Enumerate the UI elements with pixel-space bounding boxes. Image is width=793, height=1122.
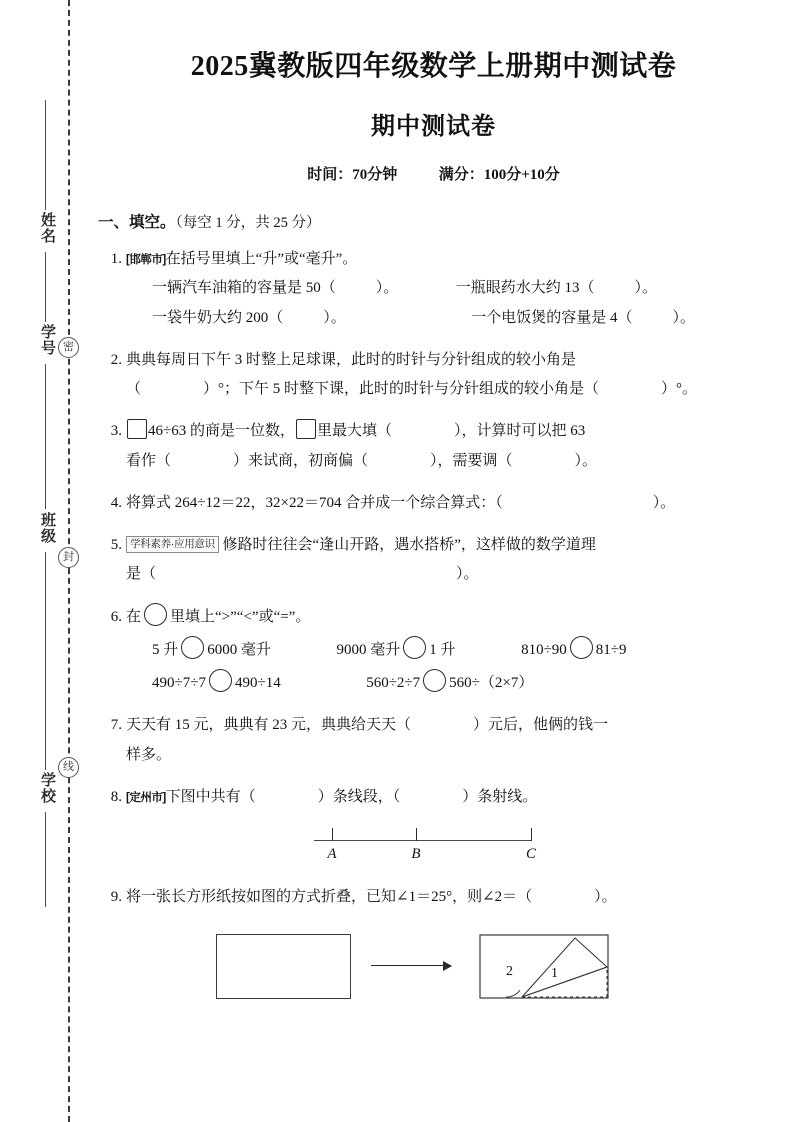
skill-tag-applied-awareness: 学科素养·应用意识 bbox=[126, 536, 219, 553]
question-8 bbox=[96, 783, 771, 812]
question-5-number: 5. bbox=[110, 537, 122, 553]
q6-compare-1 bbox=[152, 636, 271, 665]
sidebar-label-name: 姓名 bbox=[39, 212, 56, 244]
sidebar-label-school: 学校 bbox=[39, 772, 56, 804]
q1-item-c-text: 一袋牛奶大约 200（ bbox=[152, 309, 284, 326]
question-9-line-1 bbox=[126, 883, 771, 912]
question-5-line-1 bbox=[126, 531, 771, 560]
question-9-folding-figure bbox=[96, 926, 771, 1018]
q4-end: ）。 bbox=[652, 494, 676, 511]
q6-circle-1[interactable] bbox=[181, 636, 204, 659]
question-2-number: 2. bbox=[110, 351, 122, 368]
question-4-line-1 bbox=[126, 489, 771, 518]
q6-compare-2 bbox=[337, 636, 456, 665]
question-3 bbox=[96, 417, 771, 476]
q1-item-d-text: 一个电饭煲的容量是 4（ bbox=[471, 309, 633, 326]
question-1-row-b bbox=[126, 304, 771, 333]
q3-l2-open: 看作（ bbox=[126, 452, 172, 469]
q6-c4-left: 490÷7÷7 bbox=[152, 675, 206, 691]
q6-circle-2[interactable] bbox=[403, 636, 426, 659]
q5-l2-end: ）。 bbox=[456, 566, 479, 583]
q6-c4-right: 490÷14 bbox=[234, 675, 281, 691]
sidebar-label-class: 班级 bbox=[39, 512, 56, 544]
exam-score-label: 满分：100分+10分 bbox=[438, 167, 560, 183]
question-3-line-2 bbox=[126, 447, 771, 476]
q1-item-d-end: ）。 bbox=[672, 309, 696, 326]
region-tag-handan: [邯郸市] bbox=[126, 254, 166, 266]
q3-l2-mid1: ）来试商，初商偏（ bbox=[233, 452, 369, 469]
region-tag-dingzhou: [定州市] bbox=[126, 791, 166, 804]
question-4 bbox=[96, 489, 771, 518]
q2-line2-end: ）°。 bbox=[661, 381, 698, 397]
question-6-row-1 bbox=[126, 636, 771, 665]
sidebar-rule-3 bbox=[45, 364, 46, 509]
q6-circle-5[interactable] bbox=[423, 669, 446, 692]
q1-item-a-text: 一辆汽车油箱的容量是 50（ bbox=[152, 280, 336, 297]
sidebar-rule-1 bbox=[45, 100, 46, 210]
sidebar-label-student-id: 学号 bbox=[39, 324, 56, 356]
segment-tick-c bbox=[531, 828, 532, 841]
q3-box-blank-2[interactable] bbox=[296, 419, 316, 439]
q6-c5-left: 560÷2÷7 bbox=[366, 675, 421, 691]
q6-compare-3 bbox=[521, 636, 626, 665]
question-8-line-figure bbox=[96, 818, 771, 870]
paper-rectangle-after-fold bbox=[479, 934, 609, 999]
question-4-number: 4. bbox=[110, 494, 122, 511]
question-7 bbox=[96, 711, 771, 770]
q6-stem-a: 在 bbox=[126, 608, 142, 625]
segment-label-b: B bbox=[411, 846, 421, 862]
q3-l2-end: ）。 bbox=[574, 452, 598, 469]
q8-text-c: ）条射线。 bbox=[462, 788, 538, 805]
q1-item-c-end: ）。 bbox=[323, 309, 346, 326]
q9-end: ）。 bbox=[594, 889, 617, 905]
q8-text-a: 下图中共有（ bbox=[165, 788, 256, 805]
question-1-stem bbox=[126, 245, 771, 274]
question-6-stem bbox=[126, 603, 771, 632]
angle-label-1: 1 bbox=[551, 966, 558, 982]
exam-time-label: 时间：70分钟 bbox=[307, 167, 398, 183]
question-1-row-a bbox=[126, 274, 771, 303]
section-points: （每空 1 分，共 25 分） bbox=[175, 215, 321, 231]
question-8-stem bbox=[126, 783, 771, 812]
angle-label-2: 2 bbox=[506, 964, 513, 980]
question-1 bbox=[96, 245, 771, 333]
fold-arrow-icon bbox=[371, 965, 451, 966]
question-2 bbox=[96, 346, 771, 405]
q3-text-1: 46÷63 的商是一位数， bbox=[148, 423, 295, 440]
sidebar-rule-4 bbox=[45, 552, 46, 770]
q3-text-2: 里最大填（ bbox=[316, 423, 392, 440]
page-subtitle: 期中测试卷 bbox=[371, 114, 496, 140]
question-2-line-2 bbox=[126, 375, 771, 404]
question-6 bbox=[96, 603, 771, 699]
q3-box-blank-1[interactable] bbox=[127, 419, 147, 439]
exam-meta bbox=[96, 163, 771, 184]
q6-stem-circle[interactable] bbox=[144, 603, 167, 626]
seal-char-feng: 封 bbox=[58, 547, 79, 568]
question-6-number: 6. bbox=[110, 608, 122, 625]
question-9 bbox=[96, 883, 771, 912]
q2-line2-open: （ bbox=[126, 381, 142, 397]
question-5-line-2 bbox=[126, 560, 771, 589]
q6-c2-right: 1 升 bbox=[429, 641, 456, 658]
question-1-number: 1. bbox=[110, 251, 122, 267]
question-2-line-1: 典典每周日下午 3 时整上足球课，此时的时针与分针组成的较小角是 bbox=[126, 351, 577, 368]
sidebar-rule-5 bbox=[45, 812, 46, 907]
seal-char-mi: 密 bbox=[58, 337, 79, 358]
q1-item-b-text: 一瓶眼药水大约 13（ bbox=[455, 280, 595, 297]
section-heading-fill-in-blank bbox=[98, 210, 771, 232]
q6-c2-left: 9000 毫升 bbox=[336, 641, 401, 658]
question-6-row-2 bbox=[126, 669, 771, 698]
q3-l2-mid2: ），需要调（ bbox=[430, 452, 513, 469]
q6-circle-4[interactable] bbox=[209, 669, 232, 692]
q7-text-b: ）元后，他俩的钱一 bbox=[473, 717, 609, 734]
question-1-stem-text: 在括号里填上“升”或“毫升”。 bbox=[165, 251, 358, 267]
seal-line-sidebar bbox=[0, 0, 90, 1122]
q6-stem-b: 里填上“>”“<”或“=”。 bbox=[170, 608, 311, 625]
question-8-number: 8. bbox=[110, 788, 122, 805]
q1-item-b-end: ）。 bbox=[634, 280, 658, 297]
q9-text: 将一张长方形纸按如图的方式折叠，已知∠1＝25°，则∠2＝（ bbox=[126, 889, 533, 905]
section-heading-text: 一、填空。 bbox=[98, 214, 176, 231]
q7-text-a: 天天有 15 元，典典有 23 元，典典给天天（ bbox=[126, 717, 412, 734]
segment-label-c: C bbox=[525, 846, 537, 862]
seal-char-xian: 线 bbox=[58, 757, 79, 778]
q6-c1-right: 6000 毫升 bbox=[207, 641, 272, 658]
q6-c3-right: 81÷9 bbox=[595, 641, 627, 658]
q5-l2-open: 是（ bbox=[126, 566, 157, 583]
q6-c5-right: 560÷（2×7） bbox=[449, 675, 534, 691]
paper-rectangle-before-fold bbox=[216, 934, 351, 999]
q3-text-3: ），计算时可以把 63 bbox=[454, 423, 586, 440]
q6-compare-4 bbox=[152, 669, 281, 698]
exam-paper-body bbox=[90, 0, 793, 1122]
question-7-line-1 bbox=[126, 711, 771, 740]
question-7-number: 7. bbox=[110, 717, 122, 734]
q4-text: 将算式 264÷12＝22，32×22＝704 合并成一个综合算式：（ bbox=[126, 494, 503, 511]
question-9-number: 9. bbox=[110, 889, 122, 905]
q1-item-a-end: ）。 bbox=[375, 280, 399, 297]
segment-tick-b bbox=[416, 828, 417, 841]
q6-circle-3[interactable] bbox=[570, 636, 593, 659]
q8-text-b: ）条线段，（ bbox=[317, 788, 401, 805]
q5-text: 修路时往往会“逢山开路，遇水搭桥”，这样做的数学道理 bbox=[222, 537, 596, 553]
question-3-number: 3. bbox=[110, 423, 122, 440]
question-5 bbox=[96, 531, 771, 590]
fold-diagram-svg bbox=[479, 934, 609, 999]
segment-label-a: A bbox=[327, 846, 337, 862]
q6-compare-5 bbox=[366, 669, 533, 698]
q6-c3-left: 810÷90 bbox=[521, 641, 567, 658]
segment-tick-a bbox=[332, 828, 333, 841]
question-3-line-1 bbox=[126, 417, 771, 446]
segment-base-line bbox=[314, 840, 532, 841]
q6-c1-left: 5 升 bbox=[152, 641, 179, 658]
q2-line2-mid: ）°；下午 5 时整下课，此时的时针与分针组成的较小角是（ bbox=[203, 381, 600, 397]
question-7-line-2: 样多。 bbox=[126, 746, 172, 763]
sidebar-rule-2 bbox=[45, 252, 46, 322]
page-title: 2025冀教版四年级数学上册期中测试卷 bbox=[190, 51, 677, 82]
